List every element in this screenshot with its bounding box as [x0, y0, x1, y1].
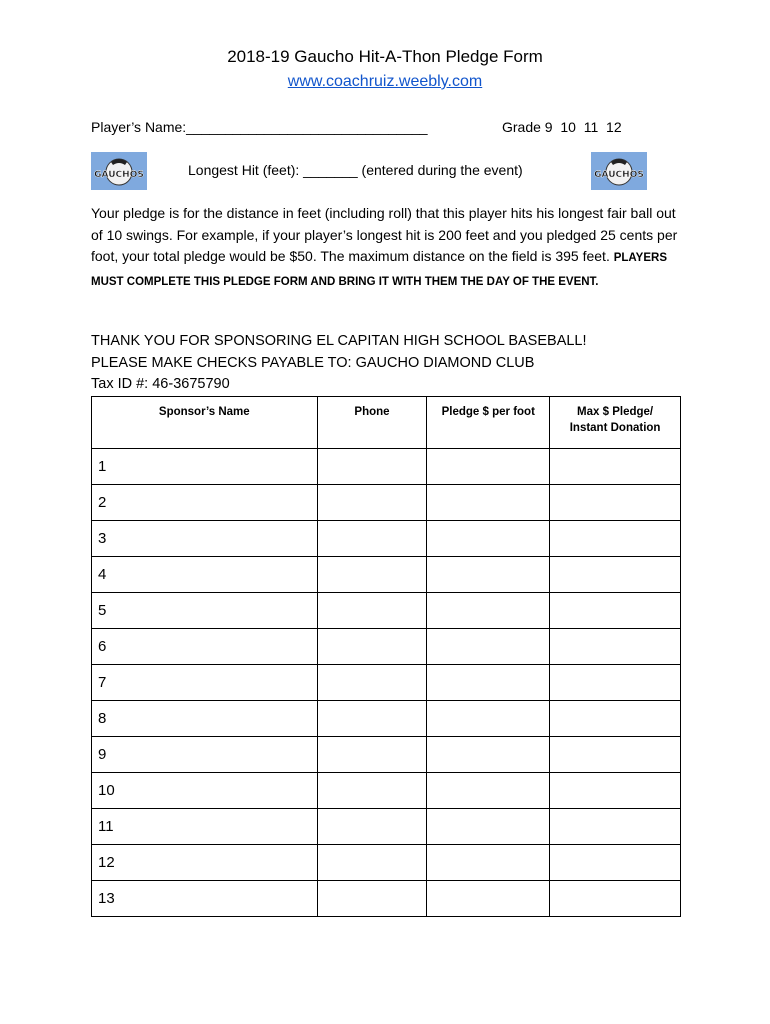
pledge-per-foot-cell[interactable] — [427, 737, 550, 773]
pledge-per-foot-cell[interactable] — [427, 773, 550, 809]
phone-cell[interactable] — [317, 629, 427, 665]
max-pledge-cell[interactable] — [550, 701, 681, 737]
thanks-line: THANK YOU FOR SPONSORING EL CAPITAN HIGH SCHOOL BASEBALL! — [91, 333, 587, 349]
instructions-paragraph — [91, 203, 681, 293]
table-row — [92, 485, 681, 521]
pledge-per-foot-cell[interactable] — [427, 593, 550, 629]
table-row — [92, 809, 681, 845]
pledge-per-foot-cell[interactable] — [427, 629, 550, 665]
longest-hit-field: Longest Hit (feet): _______ (entered during the event) — [188, 162, 523, 178]
sponsor-name-cell[interactable]: 7 — [92, 665, 318, 701]
phone-cell[interactable] — [317, 485, 427, 521]
sponsor-name-cell[interactable]: 12 — [92, 845, 318, 881]
table-header-row — [92, 397, 681, 449]
phone-cell[interactable] — [317, 665, 427, 701]
table-row — [92, 665, 681, 701]
phone-cell[interactable] — [317, 521, 427, 557]
pledge-per-foot-cell[interactable] — [427, 701, 550, 737]
pledge-per-foot-cell[interactable] — [427, 881, 550, 917]
sponsor-name-cell[interactable]: 6 — [92, 629, 318, 665]
sponsor-name-cell[interactable]: 2 — [92, 485, 318, 521]
instructions-text: Your pledge is for the distance in feet (including roll) that this player hits his longest fair ball out of 10 swings. For example, if your player’s longest hit is 200 feet and you pledged 25 cents per foot, your total pledge would be $50. The maximum distance on the field is 395 feet. — [91, 205, 678, 264]
header-pledge-per-foot: Pledge $ per foot — [427, 397, 550, 449]
table-row — [92, 881, 681, 917]
logo-text: GAUCHOS — [94, 170, 144, 180]
tax-id: Tax ID #: 46-3675790 — [91, 376, 230, 392]
phone-cell[interactable] — [317, 773, 427, 809]
sponsor-name-cell[interactable]: 5 — [92, 593, 318, 629]
header-sponsor-name: Sponsor’s Name — [92, 397, 318, 449]
sponsor-name-cell[interactable]: 4 — [92, 557, 318, 593]
header-phone: Phone — [317, 397, 427, 449]
table-row — [92, 773, 681, 809]
table-row — [92, 593, 681, 629]
sponsor-table — [91, 396, 681, 917]
sponsor-name-cell[interactable]: 9 — [92, 737, 318, 773]
instructions-emphasis: PLAYERS MUST COMPLETE THIS PLEDGE FORM AND BRING IT WITH THEM THE DAY OF THE EVENT. — [91, 252, 667, 288]
table-row — [92, 737, 681, 773]
sponsor-name-cell[interactable]: 13 — [92, 881, 318, 917]
table-row — [92, 521, 681, 557]
phone-cell[interactable] — [317, 701, 427, 737]
max-pledge-cell[interactable] — [550, 449, 681, 485]
max-pledge-cell[interactable] — [550, 809, 681, 845]
table-row — [92, 845, 681, 881]
sponsor-name-cell[interactable]: 11 — [92, 809, 318, 845]
grade-options: Grade 9 10 11 12 — [502, 119, 622, 135]
phone-cell[interactable] — [317, 449, 427, 485]
sponsor-name-cell[interactable]: 10 — [92, 773, 318, 809]
phone-cell[interactable] — [317, 593, 427, 629]
phone-cell[interactable] — [317, 557, 427, 593]
form-title: 2018-19 Gaucho Hit-A-Thon Pledge Form — [227, 47, 543, 66]
phone-cell[interactable] — [317, 809, 427, 845]
phone-cell[interactable] — [317, 881, 427, 917]
table-row — [92, 449, 681, 485]
gauchos-logo-right — [591, 152, 647, 190]
max-pledge-cell[interactable] — [550, 773, 681, 809]
max-pledge-cell[interactable] — [550, 845, 681, 881]
website-link[interactable]: www.coachruiz.weebly.com — [287, 73, 483, 90]
pledge-per-foot-cell[interactable] — [427, 845, 550, 881]
pledge-per-foot-cell[interactable] — [427, 557, 550, 593]
sponsor-name-cell[interactable]: 1 — [92, 449, 318, 485]
checks-payable-line: PLEASE MAKE CHECKS PAYABLE TO: GAUCHO DIAMOND CLUB — [91, 354, 535, 371]
thanks-block — [91, 331, 587, 396]
pledge-per-foot-cell[interactable] — [427, 665, 550, 701]
table-row — [92, 629, 681, 665]
phone-cell[interactable] — [317, 737, 427, 773]
max-pledge-cell[interactable] — [550, 485, 681, 521]
phone-cell[interactable] — [317, 845, 427, 881]
gauchos-logo-left — [91, 152, 147, 190]
max-pledge-cell[interactable] — [550, 557, 681, 593]
pledge-per-foot-cell[interactable] — [427, 449, 550, 485]
table-row — [92, 557, 681, 593]
sponsor-name-cell[interactable]: 3 — [92, 521, 318, 557]
pledge-per-foot-cell[interactable] — [427, 485, 550, 521]
header-max-pledge: Max $ Pledge/ Instant Donation — [550, 397, 681, 449]
max-pledge-cell[interactable] — [550, 665, 681, 701]
logo-text: GAUCHOS — [594, 170, 644, 180]
table-row — [92, 701, 681, 737]
pledge-per-foot-cell[interactable] — [427, 809, 550, 845]
max-pledge-cell[interactable] — [550, 737, 681, 773]
sponsor-name-cell[interactable]: 8 — [92, 701, 318, 737]
max-pledge-cell[interactable] — [550, 521, 681, 557]
pledge-per-foot-cell[interactable] — [427, 521, 550, 557]
max-pledge-cell[interactable] — [550, 629, 681, 665]
max-pledge-cell[interactable] — [550, 881, 681, 917]
player-name-field: Player’s Name:_______________________________ — [91, 119, 428, 135]
max-pledge-cell[interactable] — [550, 593, 681, 629]
